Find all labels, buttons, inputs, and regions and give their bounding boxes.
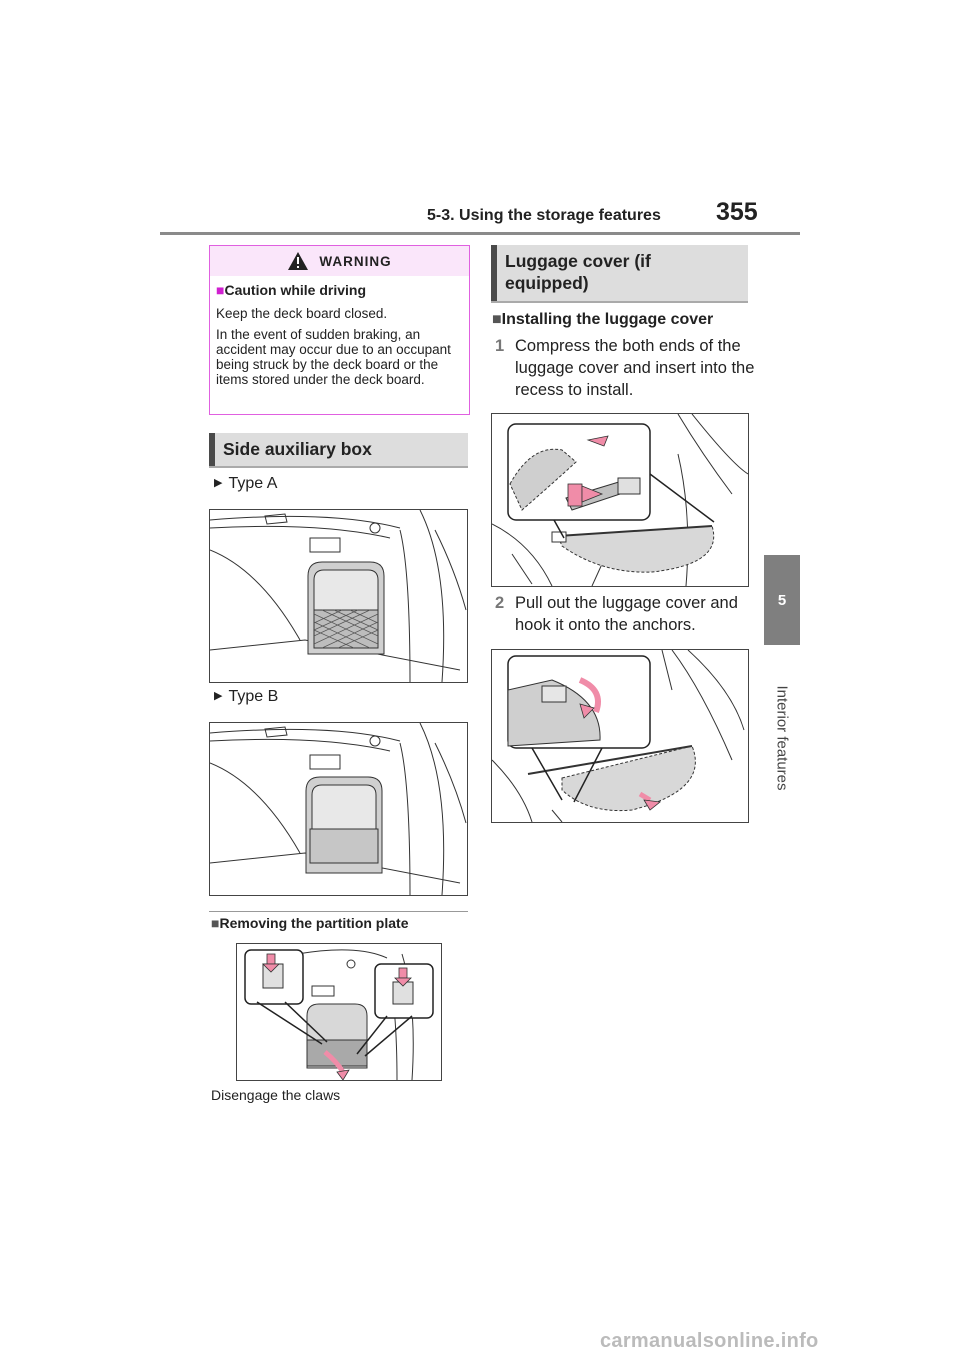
step-1: 1 Compress the both ends of the luggage cover and insert into the recess to install. (495, 337, 755, 399)
type-b-label: ▶ Type B (214, 688, 279, 705)
warning-subtitle: ■Caution while driving (216, 282, 367, 298)
header-divider (160, 232, 800, 235)
type-a-label: ▶ Type A (214, 475, 278, 492)
section-title: 5-3. Using the storage features (427, 207, 661, 224)
page-number: 355 (716, 198, 758, 226)
section-header-side-box: Side auxiliary box (209, 433, 468, 468)
chapter-tab[interactable] (764, 555, 800, 645)
warning-header (210, 246, 469, 276)
installing-title: ■Installing the luggage cover (492, 311, 714, 328)
removing-caption: Disengage the claws (211, 1087, 341, 1103)
triangle-right-icon: ▶ (214, 690, 223, 702)
section-divider (209, 911, 468, 912)
removing-title: ■Removing the partition plate (211, 915, 409, 931)
warning-triangle-icon (287, 251, 309, 271)
figure-hook-luggage-cover (491, 649, 749, 823)
warning-box (209, 245, 470, 415)
watermark: carmanualsonline.info (600, 1330, 819, 1352)
figure-removing-partition (236, 943, 442, 1081)
triangle-right-icon: ▶ (214, 477, 223, 489)
warning-paragraph: Keep the deck board closed. (216, 306, 388, 321)
figure-type-a (209, 509, 468, 683)
step-2: 2 Pull out the luggage cover and hook it onto the anchors. (495, 594, 738, 634)
chapter-label: Interior features (773, 685, 791, 791)
warning-label: WARNING (319, 253, 392, 269)
figure-install-luggage-cover (491, 413, 749, 587)
figure-type-b (209, 722, 468, 896)
warning-paragraph: In the event of sudden braking, an accident may occur due to an occupant being struck by the deck board or the items stored under the deck board. (216, 327, 451, 387)
section-header-luggage-cover: Luggage cover (if equipped) (491, 245, 748, 303)
chapter-number: 5 (777, 591, 787, 609)
